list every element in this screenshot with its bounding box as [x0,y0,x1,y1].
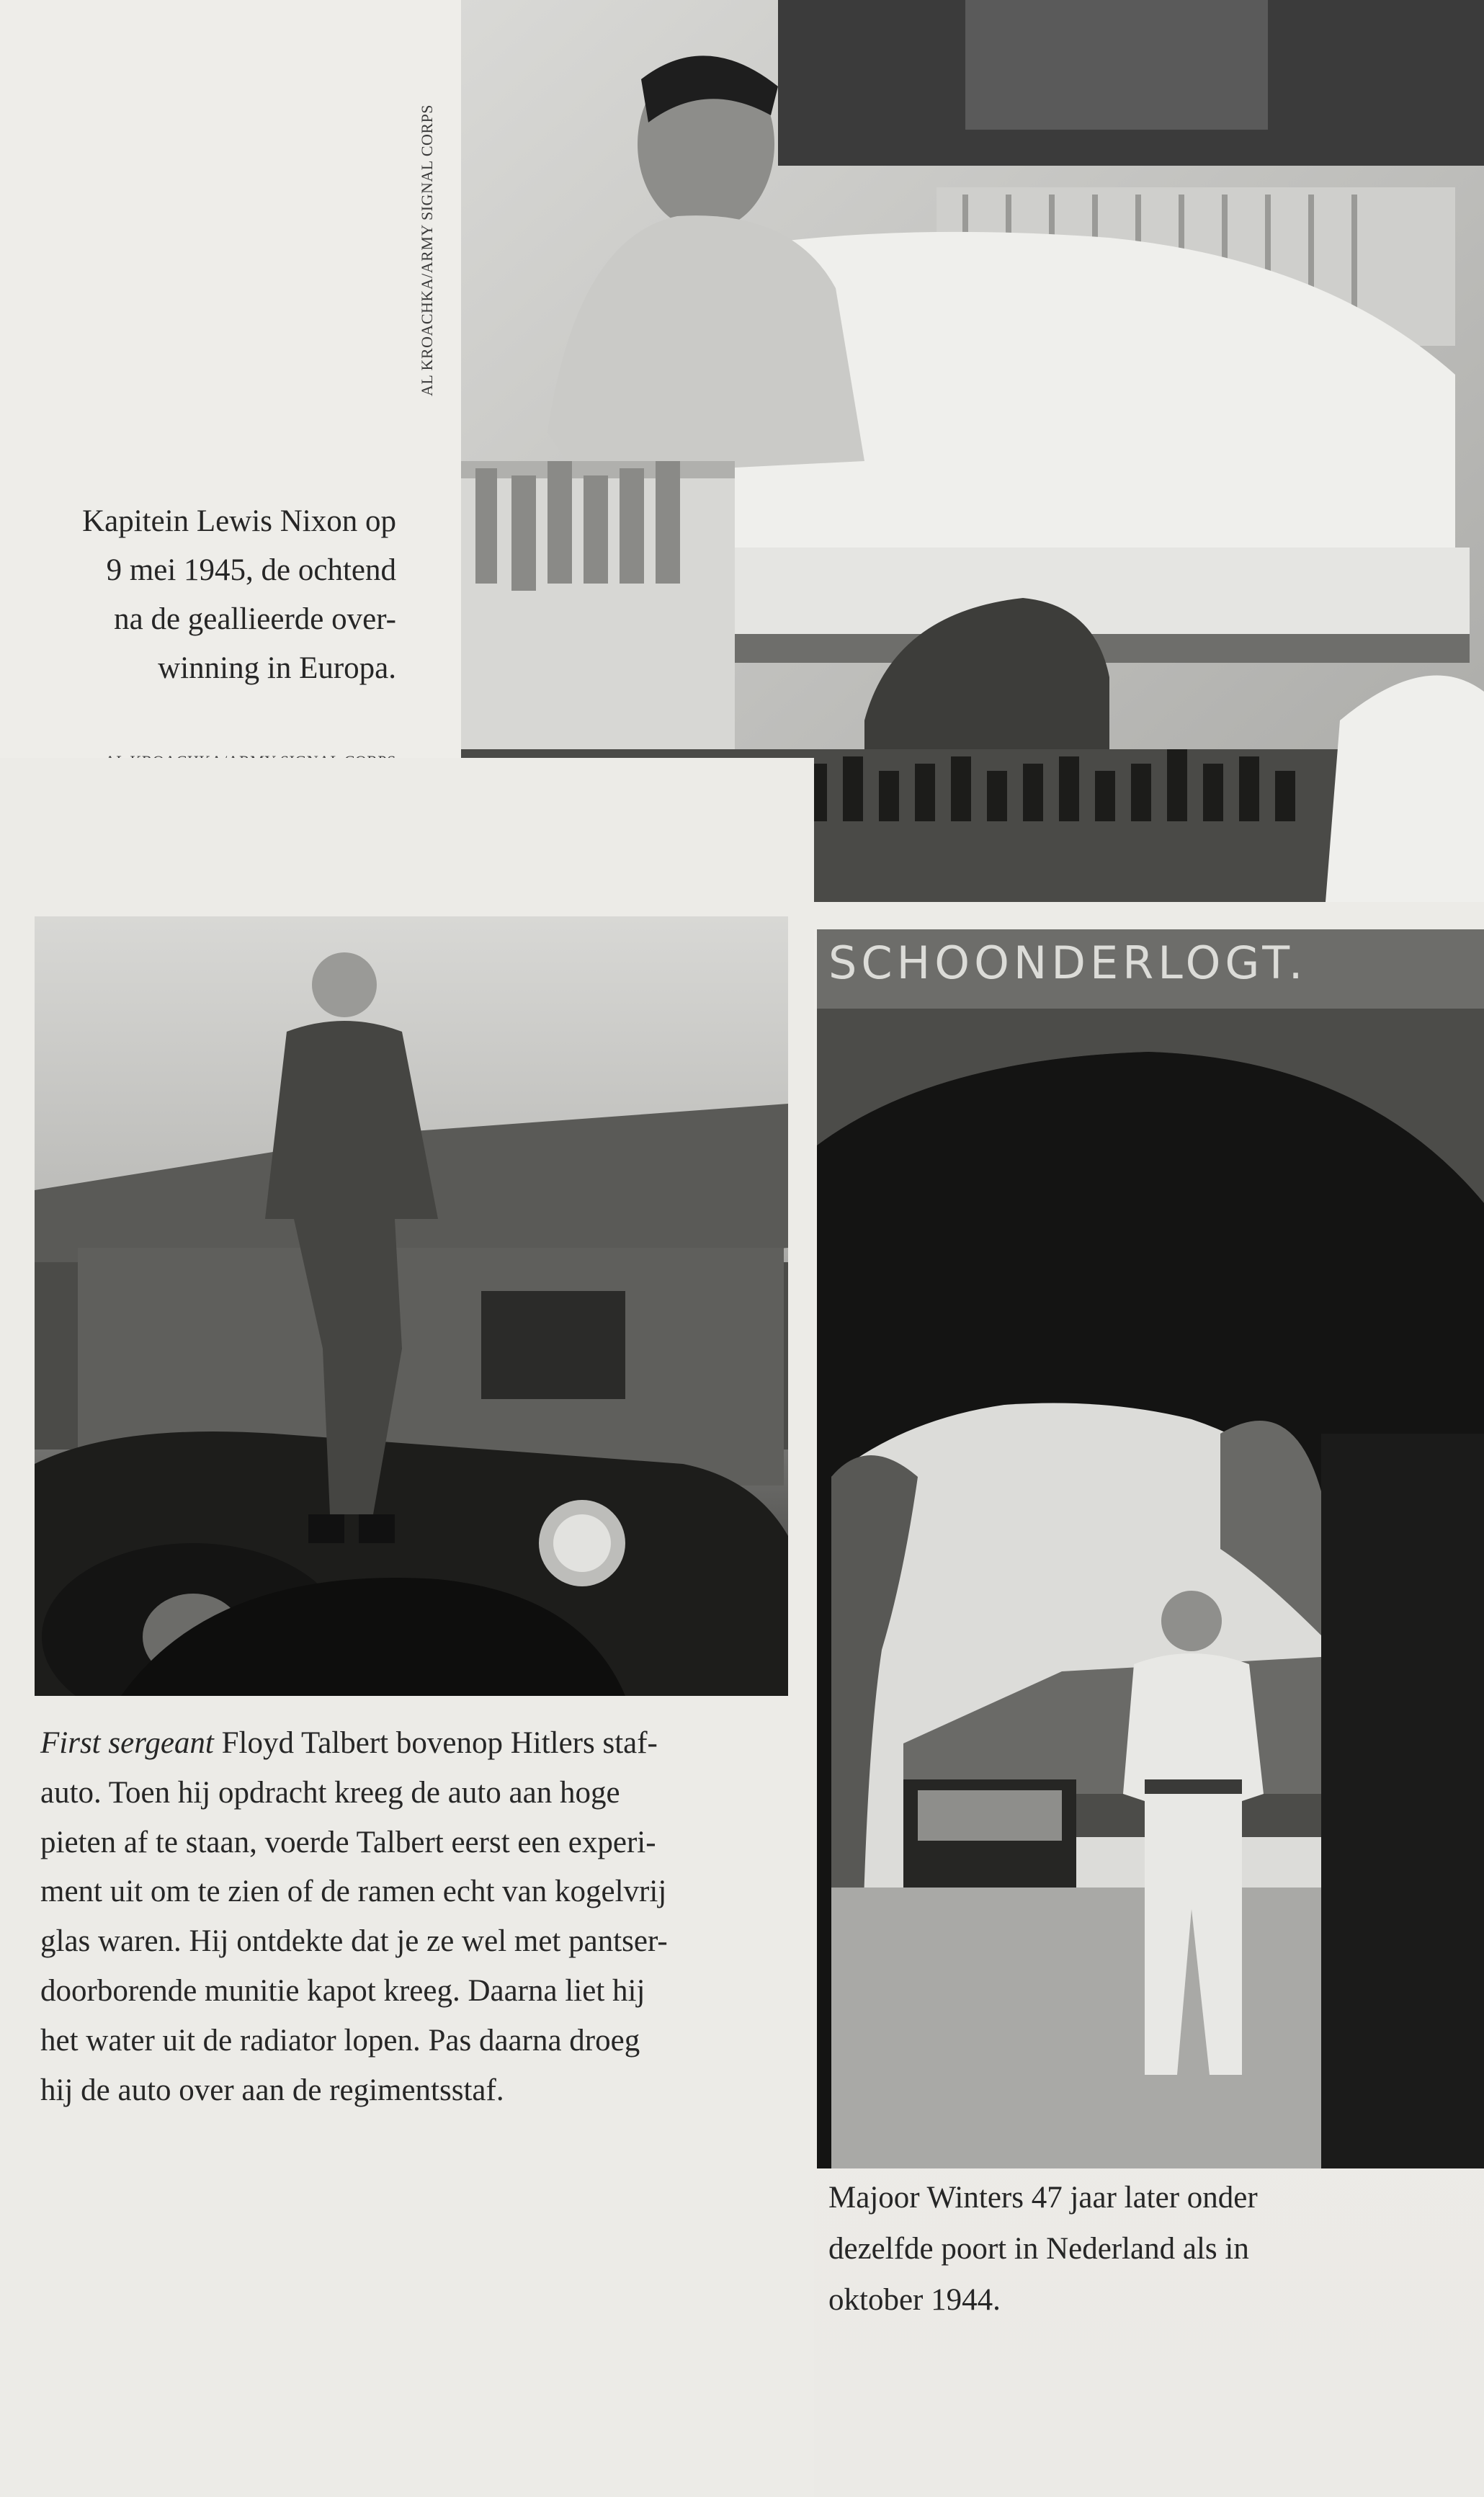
caption-line: oktober 1944. [828,2282,1001,2317]
caption-line: ment uit om te zien of de ramen echt van kogelvrij [40,1875,667,1909]
caption-line: auto. Toen hij opdracht kreeg de auto aan hoge [40,1775,620,1810]
caption-line: 9 mei 1945, de ochtend [106,553,396,587]
photo-soldier-on-car [35,916,788,1696]
caption-line: doorborende munitie kapot kreeg. Daarna liet hij [40,1973,645,2008]
caption-talbert [40,1719,761,2115]
caption-line: na de geallieerde over- [114,602,396,636]
caption-line: winning in Europa. [158,651,396,685]
caption-nixon [36,497,396,693]
caption-line: Kapitein Lewis Nixon op [82,504,396,538]
photo-soldier-on-car-icon [35,916,788,1696]
caption-winters [828,2173,1390,2326]
photo-credit-vertical: AL KROACHKA/ARMY SIGNAL CORPS [418,104,436,396]
gate-sign: SCHOONDERLOGT. [828,937,1308,989]
caption-line: Majoor Winters 47 jaar later onder [828,2181,1258,2215]
caption-line: Floyd Talbert bovenop Hitlers staf- [213,1726,658,1760]
caption-line: glas waren. Hij ontdekte dat je ze wel met pantser- [40,1924,668,1959]
photo-winters-under-gate [817,929,1484,2168]
caption-line: pieten af te staan, voerde Talbert eerst een experi- [40,1825,656,1859]
caption-lead: First sergeant [40,1726,214,1760]
divider [814,902,1484,929]
caption-line: het water uit de radiator lopen. Pas daarna droeg [40,2023,640,2058]
caption-line: hij de auto over aan de regimentsstaf. [40,2073,504,2107]
photo-man-under-gate-icon [817,929,1484,2168]
caption-line: dezelfde poort in Nederland als in [828,2231,1249,2266]
